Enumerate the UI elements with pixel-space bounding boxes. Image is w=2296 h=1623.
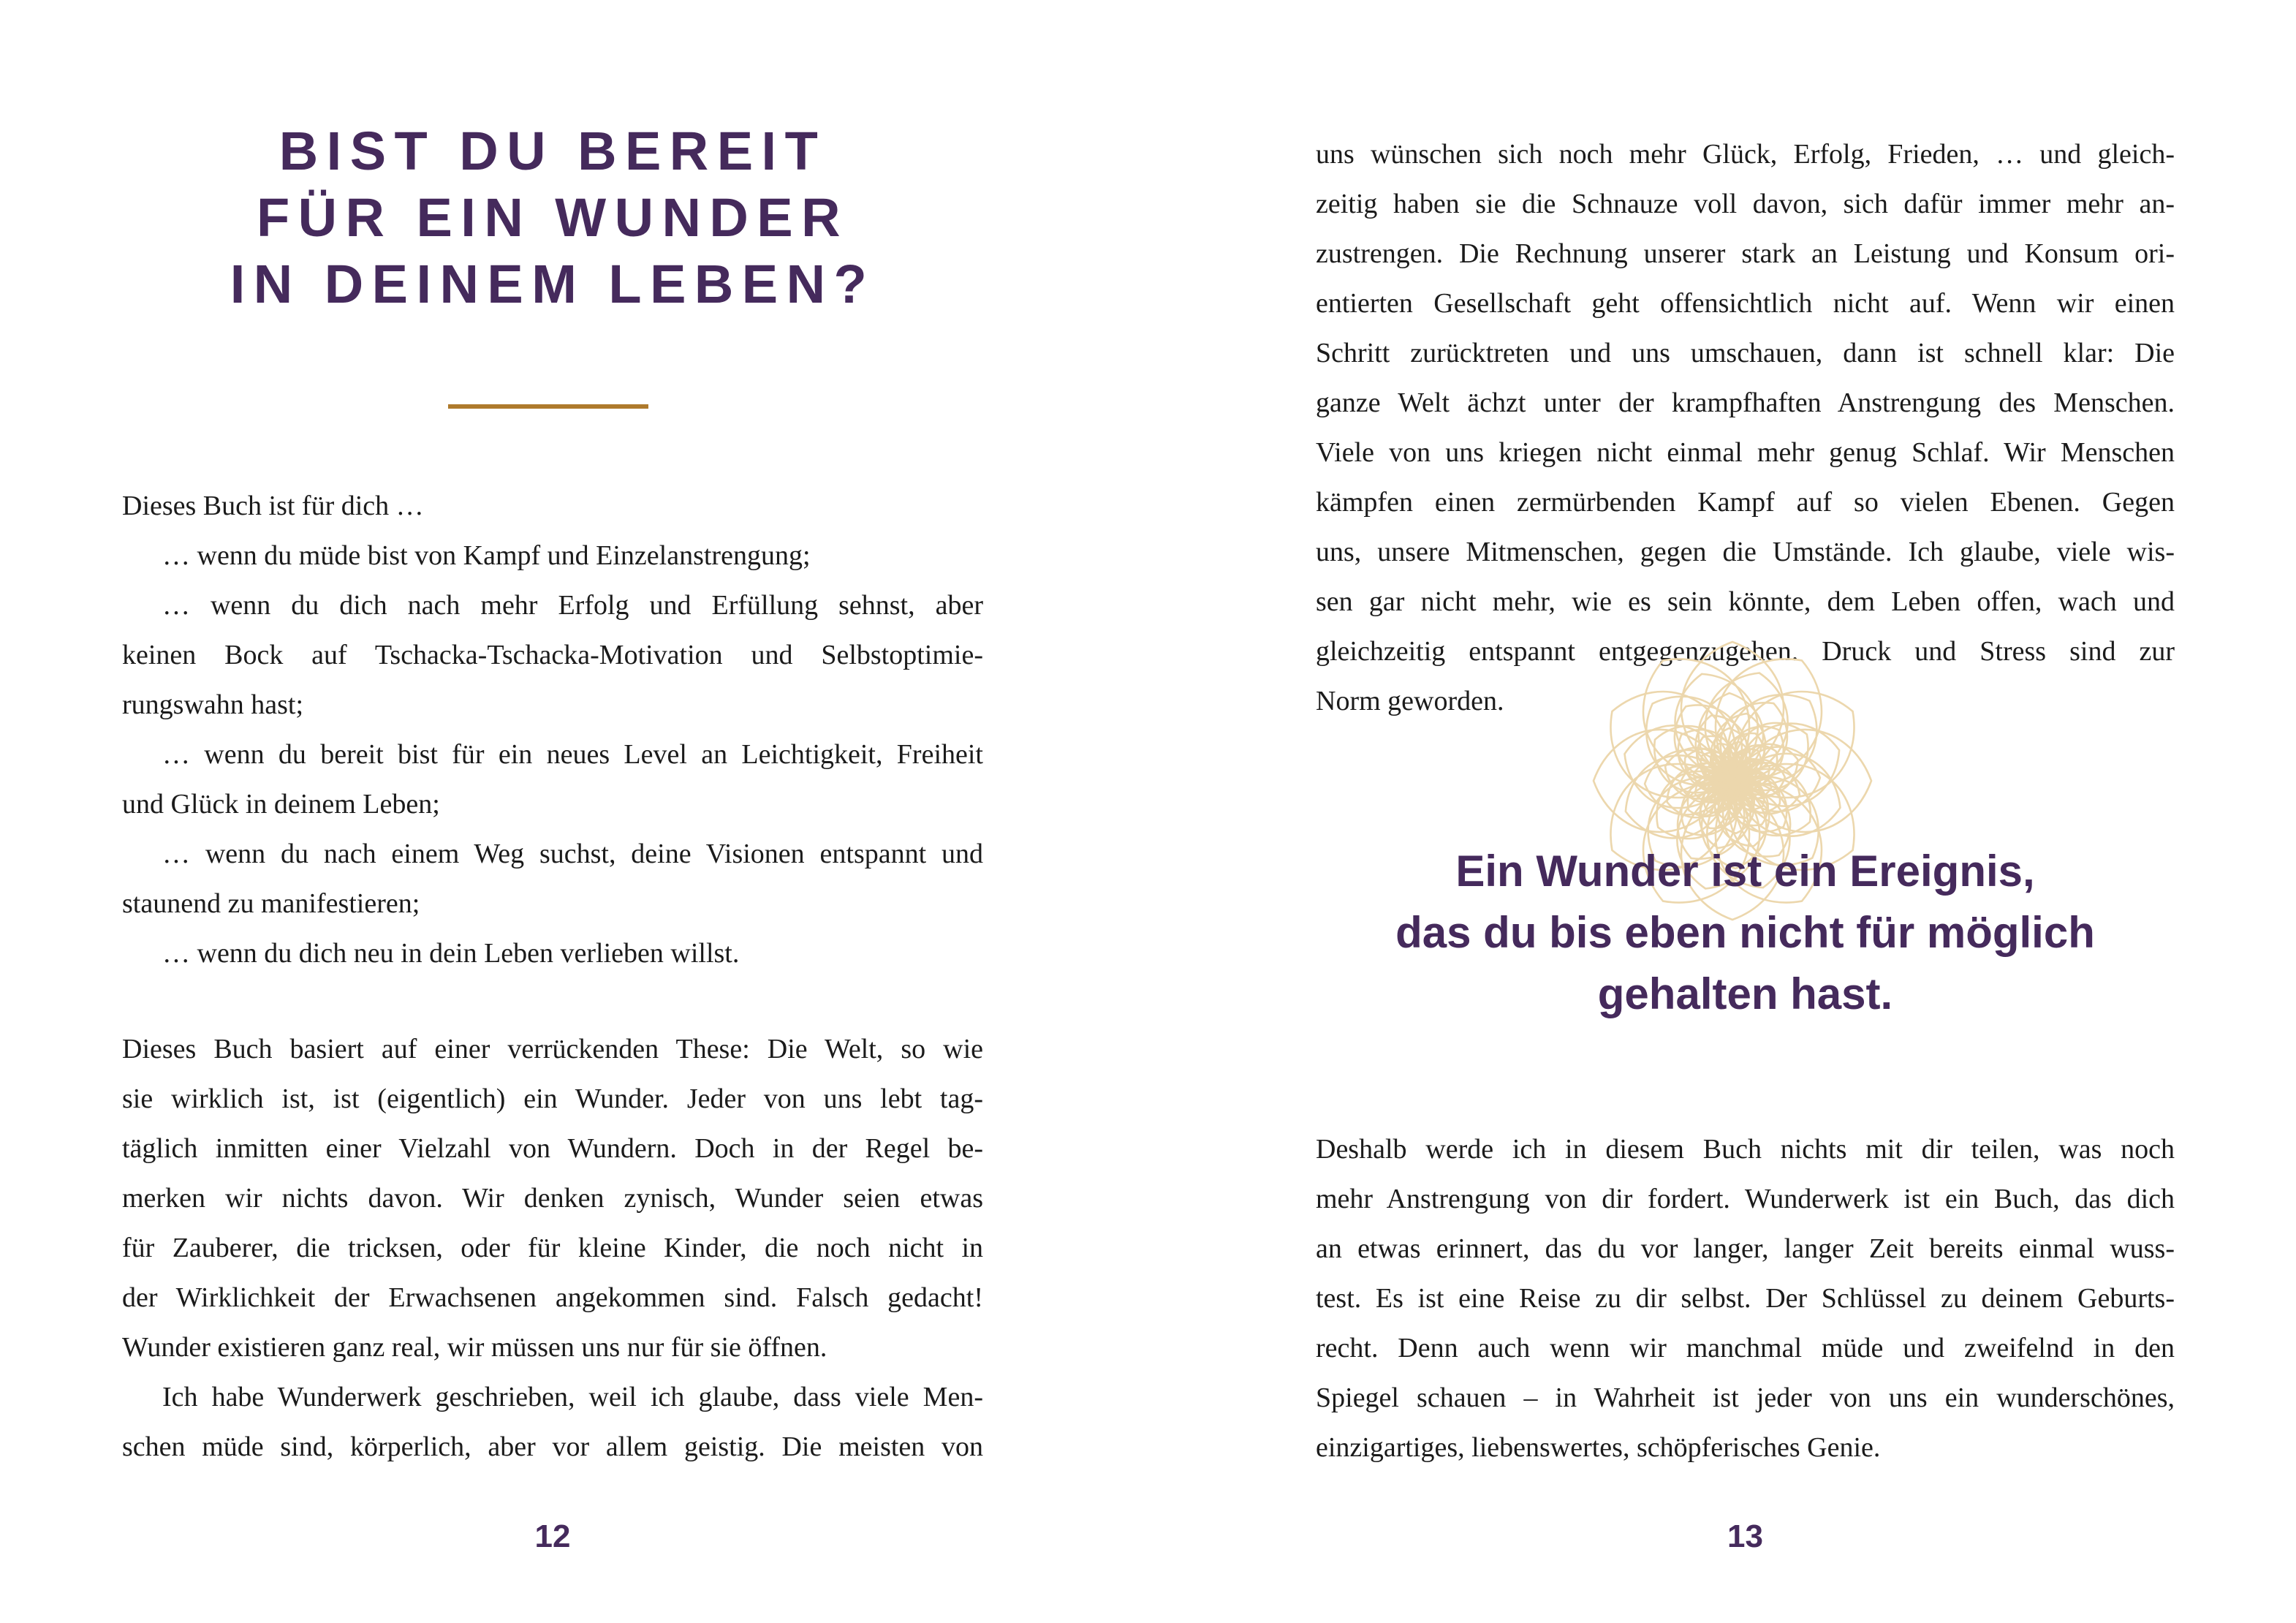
body-paragraph [122, 1024, 983, 1472]
text-line: uns wünschen sich noch mehr Glück, Erfolg, Frieden, … und gleich- [1316, 139, 2175, 170]
text-line: staunend zu manifestieren; [122, 888, 420, 919]
text-line: rungswahn hast; [122, 689, 304, 720]
chapter-title [122, 118, 983, 317]
text-line: gehalten hast. [1597, 969, 1893, 1018]
text-line: täglich inmitten einer Vielzahl von Wundern. Doch in der Regel be- [122, 1133, 983, 1164]
page-number-left: 12 [534, 1518, 571, 1554]
text-line: zustrengen. Die Rechnung unserer stark an Leistung und Konsum ori- [1316, 238, 2175, 269]
title-divider [448, 404, 648, 409]
text-line: Deshalb werde ich in diesem Buch nichts mit dir teilen, was noch [1316, 1134, 2175, 1165]
text-line: einzigartiges, liebenswertes, schöpferisches Genie. [1316, 1432, 1881, 1463]
text-line: … wenn du dich nach mehr Erfolg und Erfüllung sehnst, aber [162, 590, 983, 621]
text-line: Norm geworden. [1316, 686, 1504, 716]
text-line: Dieses Buch ist für dich … [122, 491, 424, 521]
text-line: BIST DU BEREIT [279, 121, 827, 181]
text-line: entierten Gesellschaft geht offensichtlich nicht auf. Wenn wir einen [1316, 288, 2175, 319]
text-line: merken wir nichts davon. Wir denken zynisch, Wunder seien etwas [122, 1183, 983, 1214]
text-line: test. Es ist eine Reise zu dir selbst. Der Schlüssel zu deinem Geburts- [1316, 1283, 2175, 1314]
pull-quote [1316, 841, 2175, 1025]
text-line: und Glück in deinem Leben; [122, 789, 440, 820]
text-line: Wunder existieren ganz real, wir müssen uns nur für sie öffnen. [122, 1332, 827, 1363]
text-line: uns, unsere Mitmenschen, gegen die Umstände. Ich glaube, viele wis- [1316, 537, 2175, 567]
text-line: recht. Denn auch wenn wir manchmal müde und zweifelnd in den [1316, 1333, 2175, 1363]
text-line: mehr Anstrengung von dir fordert. Wunderwerk ist ein Buch, das dich [1316, 1184, 2175, 1214]
text-line: sie wirklich ist, ist (eigentlich) ein Wunder. Jeder von uns lebt tag- [122, 1083, 983, 1114]
text-line: … wenn du dich neu in dein Leben verlieben willst. [162, 938, 740, 969]
text-line: Viele von uns kriegen nicht einmal mehr genug Schlaf. Wir Menschen [1316, 437, 2175, 468]
text-line: für Zauberer, die tricksen, oder für kleine Kinder, die noch nicht in [122, 1233, 983, 1263]
text-line: gleichzeitig entspannt entgegenzugehen. Druck und Stress sind zur [1316, 636, 2175, 667]
text-line: IN DEINEM LEBEN? [230, 254, 876, 314]
text-line: keinen Bock auf Tschacka-Tschacka-Motivation und Selbstoptimie- [122, 640, 983, 670]
body-paragraph [1316, 1124, 2175, 1472]
text-line: … wenn du müde bist von Kampf und Einzelanstrengung; [162, 540, 811, 571]
text-line: das du bis eben nicht für möglich [1395, 908, 2095, 957]
intro-paragraph [122, 481, 983, 978]
text-line: Spiegel schauen – in Wahrheit ist jeder von uns ein wunderschönes, [1316, 1382, 2175, 1413]
text-line: … wenn du nach einem Weg suchst, deine Visionen entspannt und [162, 839, 983, 869]
text-line: sen gar nicht mehr, wie es sein könnte, dem Leben offen, wach und [1316, 586, 2175, 617]
text-line: Dieses Buch basiert auf einer verrückenden These: Die Welt, so wie [122, 1034, 983, 1064]
text-line: Ich habe Wunderwerk geschrieben, weil ich glaube, dass viele Men- [162, 1382, 983, 1412]
text-line: schen müde sind, körperlich, aber vor allem geistig. Die meisten von [122, 1431, 983, 1462]
text-line: zeitig haben sie die Schnauze voll davon, sich dafür immer mehr an- [1316, 189, 2175, 219]
text-line: Ein Wunder ist ein Ereignis, [1455, 847, 2035, 896]
text-line: FÜR EIN WUNDER [256, 187, 849, 248]
text-line: an etwas erinnert, das du vor langer, langer Zeit bereits einmal wuss- [1316, 1233, 2175, 1264]
text-line: … wenn du bereit bist für ein neues Level an Leichtigkeit, Freiheit [162, 739, 983, 770]
page-right [1148, 0, 2296, 1623]
text-line: Schritt zurücktreten und uns umschauen, dann ist schnell klar: Die [1316, 338, 2175, 368]
text-line: der Wirklichkeit der Erwachsenen angekommen sind. Falsch gedacht! [122, 1282, 983, 1313]
page-number-right: 13 [1727, 1518, 1763, 1554]
text-line: kämpfen einen zermürbenden Kampf auf so vielen Ebenen. Gegen [1316, 487, 2175, 518]
text-line: ganze Welt ächzt unter der krampfhaften Anstrengung des Menschen. [1316, 387, 2175, 418]
